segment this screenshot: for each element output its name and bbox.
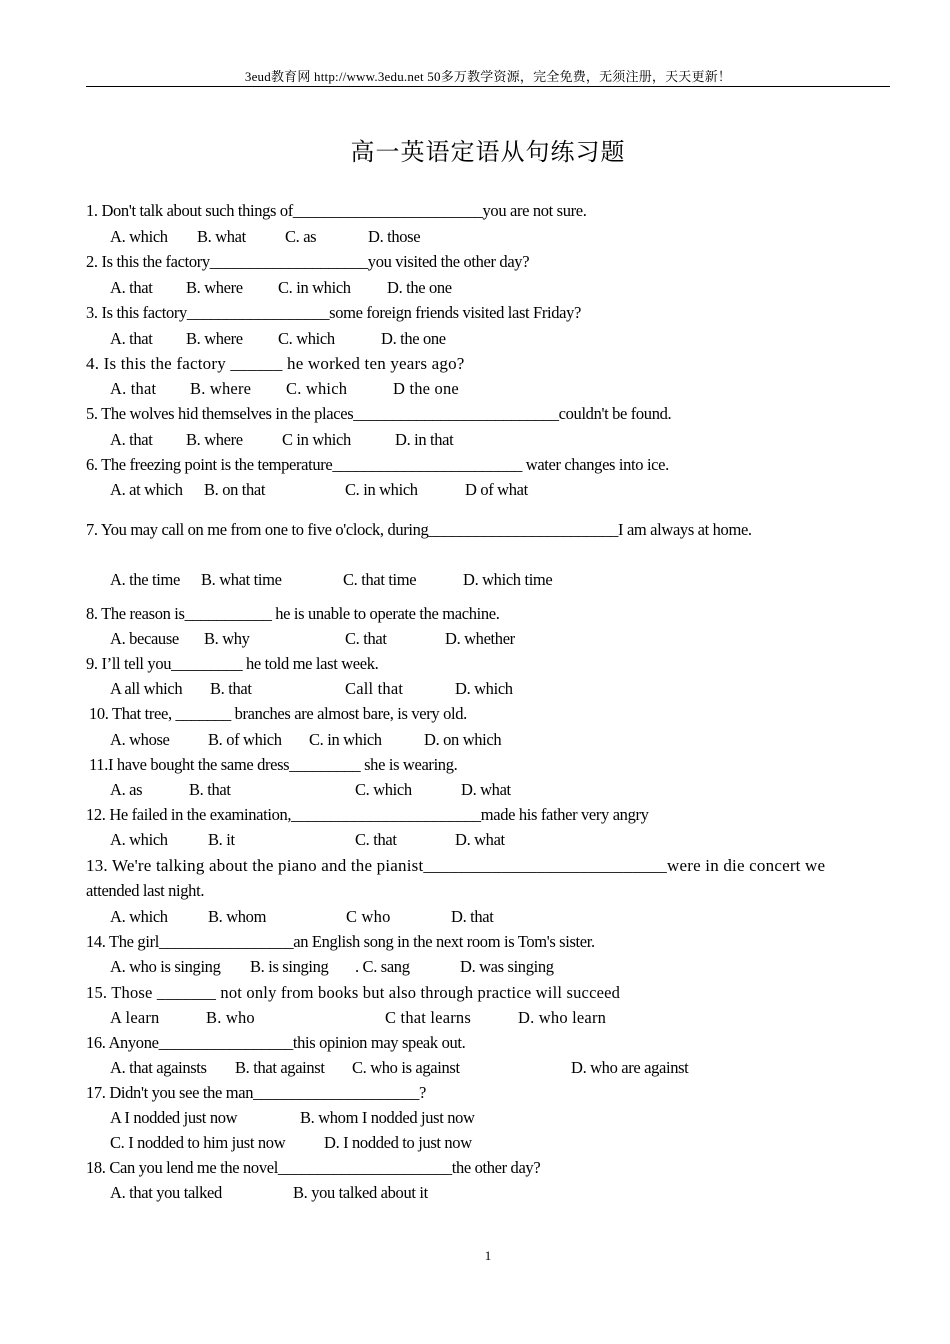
option: B. where (186, 278, 243, 297)
option: C in which (282, 430, 351, 449)
page-title: 高一英语定语从句练习题 (350, 140, 626, 166)
option: C who (346, 907, 391, 926)
question-10: 10. That tree, _______ branches are almost bare, is very old. (89, 704, 467, 723)
option: D. I nodded to just now (324, 1133, 472, 1152)
question-2: 2. Is this the factory____________________you visited the other day? (86, 252, 530, 271)
option: Call that (345, 679, 404, 698)
option: C that learns (385, 1008, 471, 1027)
option: D. those (368, 227, 421, 246)
header-rule (86, 86, 890, 87)
option: B. who (206, 1008, 255, 1027)
option: B. that (210, 679, 252, 698)
option: A learn (110, 1008, 160, 1027)
question-15: 15. Those _______ not only from books but also through practice will succeed (86, 983, 621, 1002)
option: B. it (208, 830, 235, 849)
option: D. who learn (518, 1008, 607, 1027)
option: C. that (345, 629, 387, 648)
question-14: 14. The girl_________________an English song in the next room is Tom's sister. (86, 932, 595, 951)
option: D. in that (395, 430, 454, 449)
option: A. which (110, 907, 168, 926)
option: B. is singing (250, 957, 329, 976)
question-5: 5. The wolves hid themselves in the places__________________________couldn't be found. (86, 404, 672, 423)
question-1: 1. Don't talk about such things of________________________you are not sure. (86, 201, 587, 220)
question-12: 12. He failed in the examination,________________________made his father very angry (86, 805, 649, 824)
question-6: 6. The freezing point is the temperature________________________ water changes into ice. (86, 455, 669, 474)
question-13-continued: attended last night. (86, 881, 205, 900)
option: C. that time (343, 570, 417, 589)
option: A I nodded just now (110, 1108, 238, 1127)
question-11: 11.I have bought the same dress_________ she is wearing. (89, 755, 458, 774)
option: D. whether (445, 629, 515, 648)
option: B. where (186, 430, 243, 449)
option: B. that (189, 780, 231, 799)
option: D. what (455, 830, 505, 849)
page-number: 1 (484, 1248, 492, 1263)
option: . C. sang (355, 957, 410, 976)
option: A. that you talked (110, 1183, 222, 1202)
option: A. that (110, 329, 153, 348)
option: B. why (204, 629, 250, 648)
option: D. which time (463, 570, 553, 589)
option: D. which (455, 679, 513, 698)
option: A. that (110, 278, 153, 297)
question-17: 17. Didn't you see the man_____________________? (86, 1083, 426, 1102)
option: A. which (110, 227, 168, 246)
option: B. whom I nodded just now (300, 1108, 475, 1127)
option: B. what (197, 227, 246, 246)
option: A. at which (110, 480, 183, 499)
question-18: 18. Can you lend me the novel______________________the other day? (86, 1158, 541, 1177)
option: D. the one (387, 278, 452, 297)
option: D of what (465, 480, 528, 499)
question-16: 16. Anyone_________________this opinion may speak out. (86, 1033, 466, 1052)
option: A all which (110, 679, 183, 698)
option: C. which (286, 379, 348, 398)
option: B. of which (208, 730, 282, 749)
option: D. was singing (460, 957, 554, 976)
option: B. where (186, 329, 243, 348)
option: B. where (190, 379, 252, 398)
option: A. which (110, 830, 168, 849)
question-4: 4. Is this the factory ______ he worked ten years ago? (86, 354, 465, 373)
option: D the one (393, 379, 459, 398)
option: A. that againsts (110, 1058, 207, 1077)
option: B. that against (235, 1058, 325, 1077)
question-8: 8. The reason is___________ he is unable to operate the machine. (86, 604, 500, 623)
option: C. that (355, 830, 397, 849)
question-3: 3. Is this factory__________________some foreign friends visited last Friday? (86, 303, 582, 322)
option: B. what time (201, 570, 282, 589)
question-13: 13. We're talking about the piano and the pianist____________________________were in die concert we (86, 856, 826, 875)
option: B. you talked about it (293, 1183, 428, 1202)
question-9: 9. I’ll tell you_________ he told me last week. (86, 654, 379, 673)
option: A. whose (110, 730, 170, 749)
option: D. who are against (571, 1058, 689, 1077)
option: A. because (110, 629, 179, 648)
option: A. that (110, 430, 153, 449)
option: D. what (461, 780, 511, 799)
option: A. the time (110, 570, 180, 589)
option: C. which (278, 329, 335, 348)
option: C. I nodded to him just now (110, 1133, 286, 1152)
option: A. as (110, 780, 143, 799)
option: D. the one (381, 329, 446, 348)
option: C. as (285, 227, 317, 246)
option: C. in which (309, 730, 382, 749)
option: B. on that (204, 480, 266, 499)
page-header: 3eud教育网 http://www.3edu.net 50多万教学资源，完全免费，无须注册，天天更新！ (244, 69, 732, 84)
option: A. who is singing (110, 957, 221, 976)
question-7: 7. You may call on me from one to five o'clock, during________________________I am always at home. (86, 520, 752, 539)
option: C. in which (345, 480, 418, 499)
option: C. who is against (352, 1058, 460, 1077)
option: D. that (451, 907, 494, 926)
option: C. in which (278, 278, 351, 297)
option: A. that (110, 379, 157, 398)
option: B. whom (208, 907, 267, 926)
option: D. on which (424, 730, 502, 749)
option: C. which (355, 780, 412, 799)
